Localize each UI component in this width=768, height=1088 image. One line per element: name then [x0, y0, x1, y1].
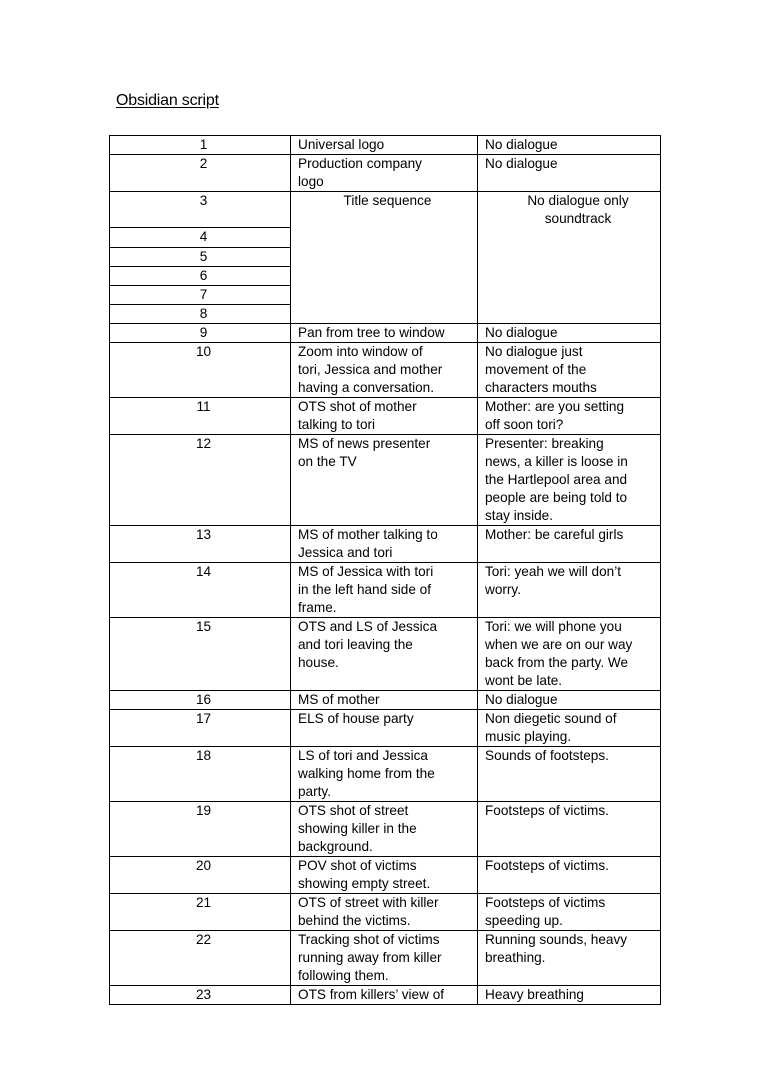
table-row: [110, 192, 661, 228]
shot-number: 22: [110, 931, 291, 986]
shot-description: MS of news presenter on the TV: [291, 435, 478, 526]
shot-description: OTS from killers’ view of: [291, 986, 478, 1005]
sound-description: No dialogue: [478, 155, 661, 192]
shot-number: 13: [110, 526, 291, 563]
shot-number: 17: [110, 710, 291, 747]
table-row: [110, 802, 661, 857]
shot-number: 19: [110, 802, 291, 857]
sound-description: No dialogue: [478, 136, 661, 155]
sound-description: Tori: we will phone you when we are on our way back from the party. We wont be late.: [478, 618, 661, 691]
script-table-body: [110, 136, 661, 1005]
sound-description: Mother: be careful girls: [478, 526, 661, 563]
sound-description: Presenter: breaking news, a killer is loose in the Hartlepool area and people are being told to stay inside.: [478, 435, 661, 526]
sound-description: Footsteps of victims speeding up.: [478, 894, 661, 931]
shot-number: 20: [110, 857, 291, 894]
shot-number: 6: [110, 267, 291, 286]
shot-description: LS of tori and Jessica walking home from the party.: [291, 747, 478, 802]
table-row: [110, 857, 661, 894]
shot-number: 14: [110, 563, 291, 618]
table-row: [110, 435, 661, 526]
title-sequence-sound: No dialogue only soundtrack: [478, 192, 661, 324]
shot-description: Zoom into window of tori, Jessica and mother having a conversation.: [291, 343, 478, 398]
shot-number: 1: [110, 136, 291, 155]
shot-description: Universal logo: [291, 136, 478, 155]
shot-number: 5: [110, 248, 291, 267]
shot-number: 18: [110, 747, 291, 802]
shot-number: 23: [110, 986, 291, 1005]
sound-description: No dialogue: [478, 324, 661, 343]
table-row: [110, 986, 661, 1005]
table-row: [110, 710, 661, 747]
shot-description: OTS and LS of Jessica and tori leaving the house.: [291, 618, 478, 691]
shot-description: Tracking shot of victims running away from killer following them.: [291, 931, 478, 986]
shot-number: 3: [110, 192, 291, 228]
shot-number: 15: [110, 618, 291, 691]
shot-number: 7: [110, 286, 291, 305]
shot-description: POV shot of victims showing empty street.: [291, 857, 478, 894]
sound-description: No dialogue just movement of the characters mouths: [478, 343, 661, 398]
shot-description: ELS of house party: [291, 710, 478, 747]
shot-description: Pan from tree to window: [291, 324, 478, 343]
sound-description: Tori: yeah we will don’t worry.: [478, 563, 661, 618]
sound-description: Footsteps of victims.: [478, 802, 661, 857]
table-row: [110, 324, 661, 343]
sound-description: Non diegetic sound of music playing.: [478, 710, 661, 747]
shot-number: 12: [110, 435, 291, 526]
script-table: [109, 135, 661, 1005]
sound-description: No dialogue: [478, 691, 661, 710]
shot-number: 2: [110, 155, 291, 192]
shot-number: 16: [110, 691, 291, 710]
shot-description: MS of mother talking to Jessica and tori: [291, 526, 478, 563]
shot-number: 10: [110, 343, 291, 398]
document-title: Obsidian script: [116, 92, 219, 109]
shot-number: 4: [110, 228, 291, 248]
sound-description: Running sounds, heavy breathing.: [478, 931, 661, 986]
sound-description: Sounds of footsteps.: [478, 747, 661, 802]
shot-description: MS of Jessica with tori in the left hand side of frame.: [291, 563, 478, 618]
table-row: [110, 398, 661, 435]
table-row: [110, 618, 661, 691]
table-row: [110, 343, 661, 398]
table-row: [110, 526, 661, 563]
table-row: [110, 931, 661, 986]
table-row: [110, 747, 661, 802]
shot-number: 9: [110, 324, 291, 343]
shot-description: OTS of street with killer behind the victims.: [291, 894, 478, 931]
shot-number: 11: [110, 398, 291, 435]
shot-number: 8: [110, 305, 291, 324]
sound-description: Mother: are you setting off soon tori?: [478, 398, 661, 435]
table-row: [110, 155, 661, 192]
shot-description: OTS shot of street showing killer in the background.: [291, 802, 478, 857]
shot-description: OTS shot of mother talking to tori: [291, 398, 478, 435]
shot-description: Production company logo: [291, 155, 478, 192]
sound-description: Footsteps of victims.: [478, 857, 661, 894]
table-row: [110, 563, 661, 618]
shot-number: 21: [110, 894, 291, 931]
table-row: [110, 691, 661, 710]
table-row: [110, 894, 661, 931]
title-sequence-shot: Title sequence: [291, 192, 478, 324]
table-row: [110, 136, 661, 155]
shot-description: MS of mother: [291, 691, 478, 710]
sound-description: Heavy breathing: [478, 986, 661, 1005]
